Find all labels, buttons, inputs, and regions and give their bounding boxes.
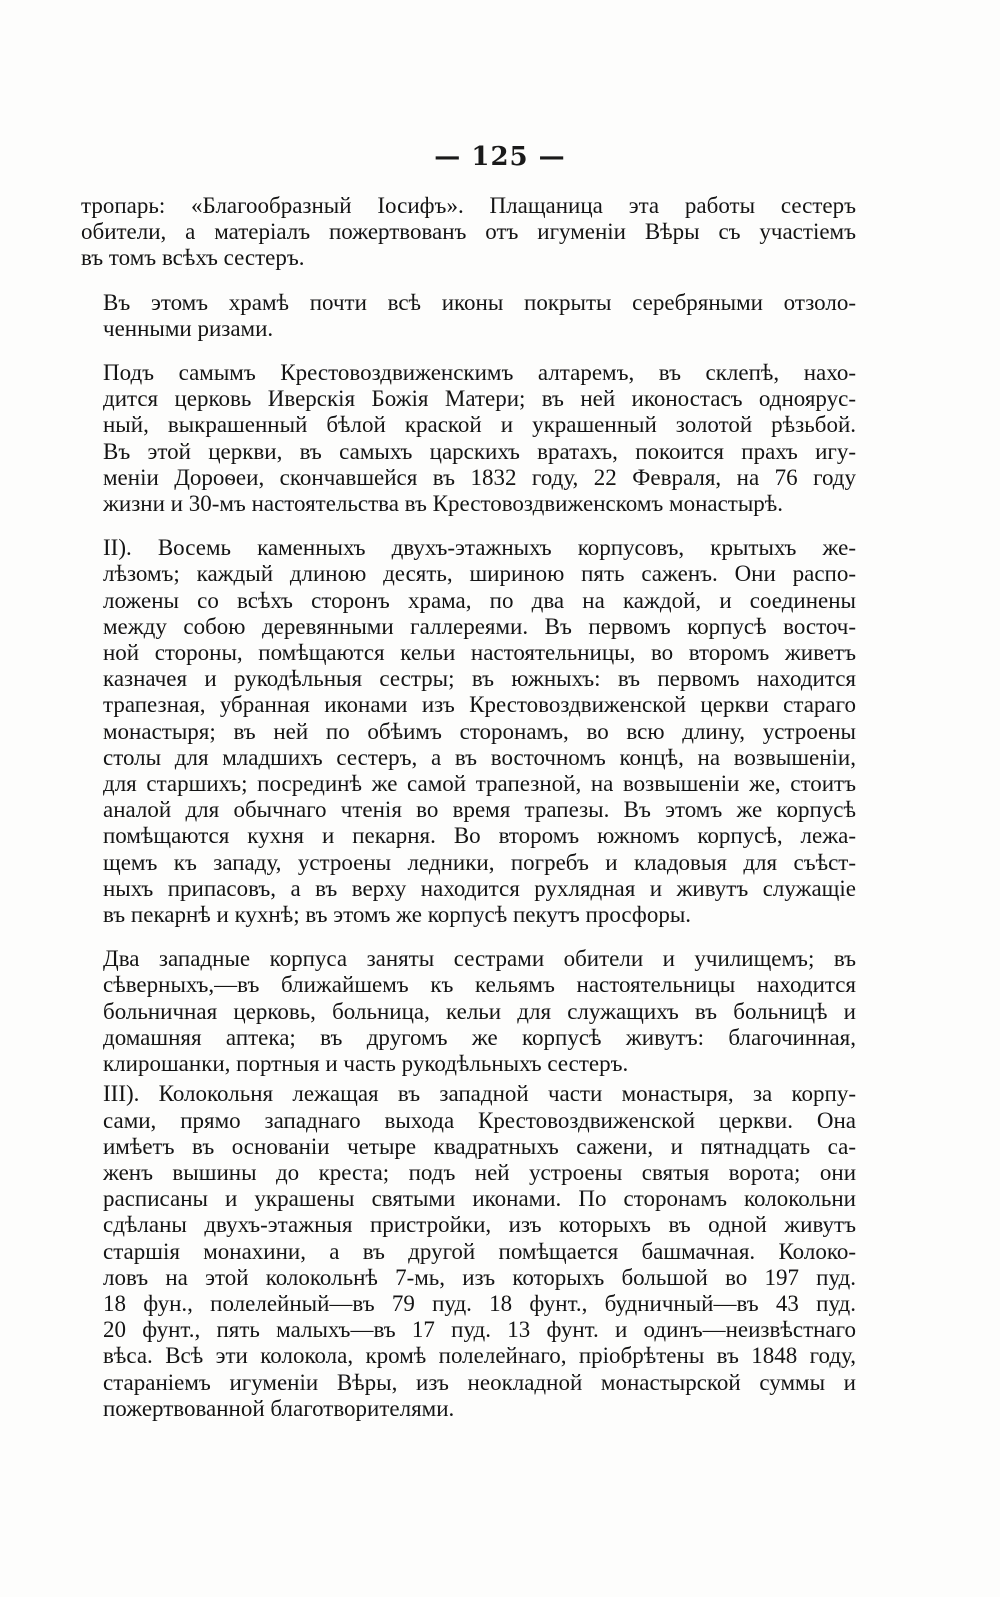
text-line: ныхъ припасовъ, а въ верху находится рухлядная и живутъ служащіе [103,875,856,901]
text-line: тропарь: «Благообразный Іосифъ». Плащаница эта работы сестеръ [81,193,856,218]
text-line: расписаны и украшены святыми иконами. По сторонамъ колокольни [103,1186,856,1212]
text-line: Два западные корпуса заняты сестрами обители и училищемъ; въ [103,946,856,972]
text-line: вѣса. Всѣ эти колокола, кромѣ полелейнаго, пріобрѣтены въ 1848 году, [103,1343,856,1369]
paragraph-western-buildings [81,946,856,1077]
text-line: въ пекарнѣ и кухнѣ; въ этомъ же корпусѣ пекутъ просфоры. [103,902,692,928]
text-line: меніи Дороѳеи, скончавшейся въ 1832 году, 22 Февраля, на 76 году [103,464,856,490]
text-line: помѣщаются кухня и пекарня. Во второмъ южномъ корпусѣ, лежа- [103,823,856,849]
text-line: II). Восемь каменныхъ двухъ-этажныхъ корпусовъ, крытыхъ же- [103,535,856,561]
page-body [81,193,856,1422]
text-line: аналой для обычнаго чтенія во время трапезы. Въ этомъ же корпусѣ [103,797,856,823]
text-line: больничная церковь, больница, кельи для служащихъ въ больницѣ и [103,998,856,1024]
text-line: пожертвованной благотворителями. [103,1395,455,1421]
text-line: казначея и рукодѣльныя сестры; въ южныхъ: въ первомъ находится [103,666,856,692]
text-line: Въ этой церкви, въ самыхъ царскихъ вратахъ, покоится прахъ игу- [103,438,856,464]
text-line: въ томъ всѣхъ сестеръ. [81,245,305,271]
text-line: обители, а матеріалъ пожертвованъ отъ игуменіи Вѣры съ участіемъ [81,219,856,245]
text-line: между собою деревянными галлереями. Въ первомъ корпусѣ восточ- [103,613,856,639]
text-line: III). Колокольня лежащая въ западной части монастыря, за корпу- [103,1081,856,1107]
text-line: сѣверныхъ,—въ ближайшемъ къ кельямъ настоятельницы находится [103,972,856,998]
text-line: дится церковь Иверскія Божія Матери; въ ней иконостасъ одноярус- [103,386,856,412]
text-line: сами, прямо западнаго выхода Крестовоздвиженской церкви. Она [103,1107,856,1133]
page-number: — 125 — [434,142,566,172]
text-line: старшія монахини, а въ другой помѣщается башмачная. Колоко- [103,1238,856,1264]
text-line: щемъ къ западу, устроены ледники, погребъ и кладовыя для съѣст- [103,849,856,875]
text-line: домашняя аптека; въ другомъ же корпусѣ живутъ: благочинная, [103,1024,856,1050]
text-line: 20 фунт., пять малыхъ—въ 17 пуд. 13 фунт. и одинъ—неизвѣстнаго [103,1317,856,1343]
text-line: 18 фун., полелейный—въ 79 пуд. 18 фунт., будничный—въ 43 пуд. [103,1290,856,1316]
text-line: трапезная, убранная иконами изъ Крестовоздвиженской церкви стараго [103,692,856,718]
text-line: ченными ризами. [103,315,274,341]
text-line: сдѣланы двухъ-этажныя пристройки, изъ которыхъ въ одной живутъ [103,1212,856,1238]
paragraph-section-iii [81,1081,856,1422]
text-line: Подъ самымъ Крестовоздвиженскимъ алтаремъ, въ склепѣ, нахо- [103,360,856,386]
text-line: стараніемъ игуменіи Вѣры, изъ неокладной монастырской суммы и [103,1369,856,1395]
text-line: имѣетъ въ основаніи четыре квадратныхъ сажени, и пятнадцать са- [103,1133,856,1159]
text-line: жизни и 30-мъ настоятельства въ Крестовоздвиженскомъ монастырѣ. [103,491,784,517]
text-line: клирошанки, портныя и часть рукодѣльныхъ сестеръ. [103,1051,629,1077]
text-line: Въ этомъ храмѣ почти всѣ иконы покрыты серебряными отзоло- [103,289,856,315]
text-line: ложены со всѣхъ сторонъ храма, по два на каждой, и соединены [103,587,856,613]
paragraph-shroud [81,193,856,272]
text-line: ловъ на этой колокольнѣ 7-мь, изъ которыхъ большой во 197 пуд. [103,1264,856,1290]
text-line: лѣзомъ; каждый длиною десять, шириною пять саженъ. Они распо- [103,561,856,587]
text-line: ный, выкрашенный бѣлой краской и украшенный золотой рѣзьбой. [103,412,856,438]
text-line: для старшихъ; посрединѣ же самой трапезной, на возвышеніи же, стоитъ [103,771,856,797]
text-line: столы для младшихъ сестеръ, а въ восточномъ концѣ, на возвышеніи, [103,744,856,770]
paragraph-section-ii [81,535,856,928]
text-line: женъ вышины до креста; подъ ней устроены святыя ворота; они [103,1159,856,1185]
paragraph-icons [81,290,856,342]
paragraph-iverskaya-church [81,360,856,517]
text-line: ной стороны, помѣщаются кельи настоятельницы, во второмъ живетъ [103,640,856,666]
text-line: монастыря; въ ней по обѣимъ сторонамъ, во всю длину, устроены [103,718,856,744]
